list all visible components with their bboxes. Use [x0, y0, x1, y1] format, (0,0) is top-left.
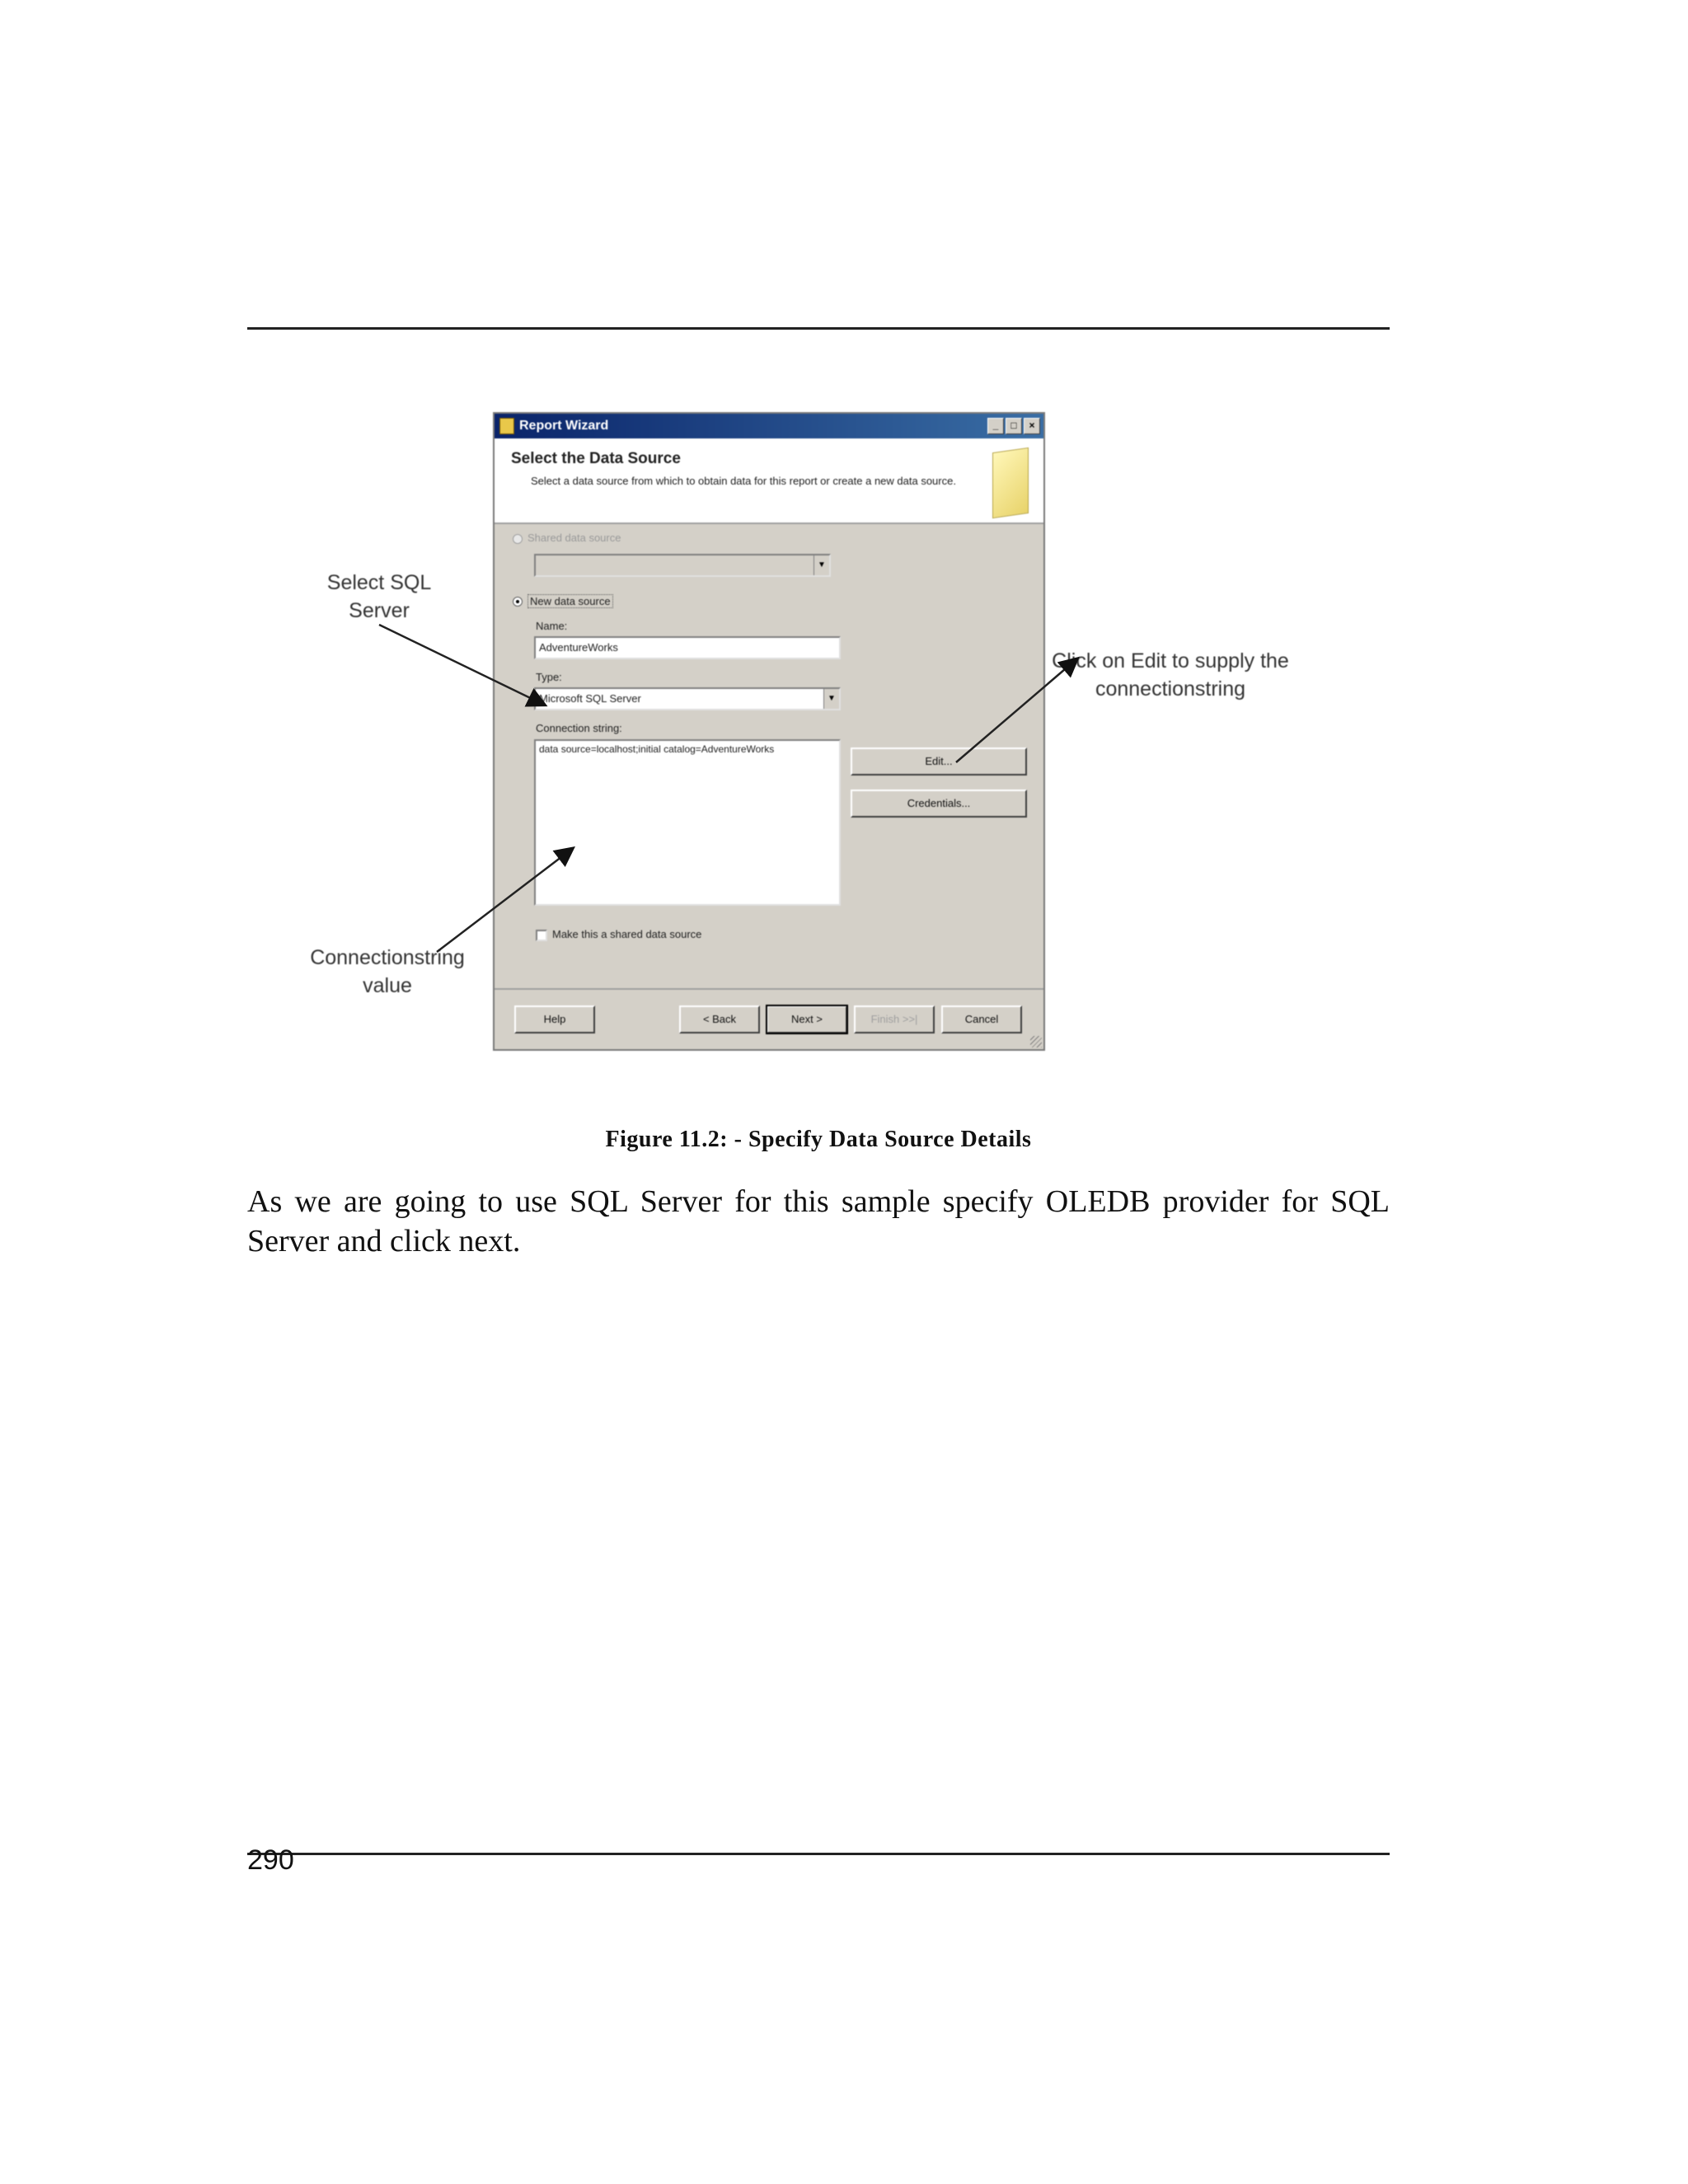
shared-data-source-checkbox-label: Make this a shared data source: [552, 928, 702, 940]
chevron-down-icon: ▼: [814, 555, 829, 575]
next-button[interactable]: Next >: [767, 1005, 847, 1033]
maximize-button[interactable]: □: [1006, 418, 1022, 434]
help-button[interactable]: Help: [514, 1005, 595, 1033]
wizard-step-description: Select a data source from which to obtain data for this report or create a new data source.: [531, 475, 956, 487]
wizard-step-title: Select the Data Source: [511, 450, 681, 467]
annotation-line: Select SQL: [326, 571, 432, 594]
cancel-button[interactable]: Cancel: [941, 1005, 1022, 1033]
footer-rule: [247, 1853, 1390, 1855]
close-button[interactable]: ×: [1024, 418, 1040, 434]
connection-string-label: Connection string:: [536, 722, 622, 734]
page-number: 290: [247, 1844, 294, 1876]
credentials-button[interactable]: Credentials...: [851, 790, 1027, 818]
new-data-source-label: New data source: [528, 594, 613, 608]
annotation-line: Connectionstring: [310, 946, 465, 969]
annotation-line: connectionstring: [1095, 677, 1246, 701]
arrow-to-type-select: [379, 625, 544, 705]
name-label: Name:: [536, 620, 568, 632]
name-input[interactable]: AdventureWorks: [534, 636, 841, 659]
figure-caption: Figure 11.2: - Specify Data Source Details: [605, 1127, 1032, 1152]
chevron-down-icon: ▼: [823, 689, 839, 709]
annotation-line: value: [363, 974, 412, 997]
connection-string-textarea[interactable]: data source=localhost;initial catalog=AdventureWorks: [534, 739, 841, 906]
minimize-button[interactable]: _: [987, 418, 1004, 434]
type-select-value: Microsoft SQL Server: [539, 692, 641, 705]
finish-button[interactable]: Finish >>|: [854, 1005, 935, 1033]
arrow-to-edit-button: [956, 659, 1076, 762]
body-paragraph: As we are going to use SQL Server for this sample specify OLEDB provider for SQL Server and click next.: [247, 1184, 1390, 1258]
back-button[interactable]: < Back: [679, 1005, 760, 1033]
type-label: Type:: [536, 671, 562, 683]
shared-data-source-label: Shared data source: [528, 532, 621, 544]
arrow-to-connection-string: [437, 849, 572, 952]
edit-button[interactable]: Edit...: [851, 748, 1027, 776]
annotation-line: Server: [349, 599, 410, 622]
annotation-line: Click on Edit to supply the: [1052, 649, 1289, 673]
window-title: Report Wizard: [519, 419, 609, 433]
